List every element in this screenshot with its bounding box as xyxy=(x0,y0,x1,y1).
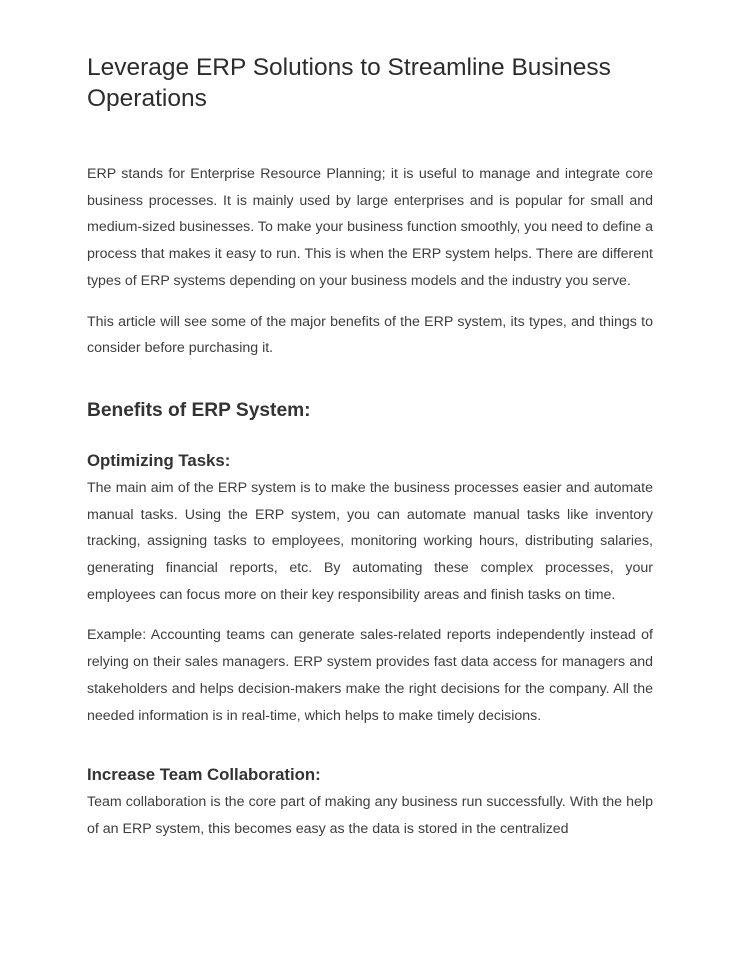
benefits-heading: Benefits of ERP System: xyxy=(87,399,311,421)
team-collaboration-paragraph-1: Team collaboration is the core part of making any business run successfully. With the help of an ERP system, this becomes easy as the data is stored in the centralized xyxy=(87,794,653,837)
optimizing-tasks-heading: Optimizing Tasks: xyxy=(87,450,231,470)
document-page xyxy=(87,52,653,843)
team-collaboration-heading: Increase Team Collaboration: xyxy=(87,765,321,785)
intro-paragraph-2: This article will see some of the major benefits of the ERP system, its types, and things to consider before purchasing it. xyxy=(87,313,653,357)
intro-paragraph-1: ERP stands for Enterprise Resource Planning; it is useful to manage and integrate core business processes. It is mainly used by large enterprises and is popular for small and medium-sized businesses. To make your business function smoothly, you need to define a process that makes it easy to run. This is when the ERP system helps. There are different types of ERP systems depending on your business models and the industry you serve. xyxy=(87,166,653,289)
optimizing-tasks-paragraph-2: Example: Accounting teams can generate sales-related reports independently instead of relying on their sales managers. ERP system provides fast data access for managers and stakeholders and helps decision-makers make the right decisions for the company. All the needed information is in real-time, which helps to make timely decisions. xyxy=(87,627,653,724)
document-title: Leverage ERP Solutions to Streamline Business Operations xyxy=(87,54,611,112)
optimizing-tasks-paragraph-1: The main aim of the ERP system is to make the business processes easier and automate manual tasks. Using the ERP system, you can automate manual tasks like inventory tracking, assigning tasks to employees, monitoring working hours, distributing salaries, generating financial reports, etc. By automating these complex processes, your employees can focus more on their key responsibility areas and finish tasks on time. xyxy=(87,479,653,603)
